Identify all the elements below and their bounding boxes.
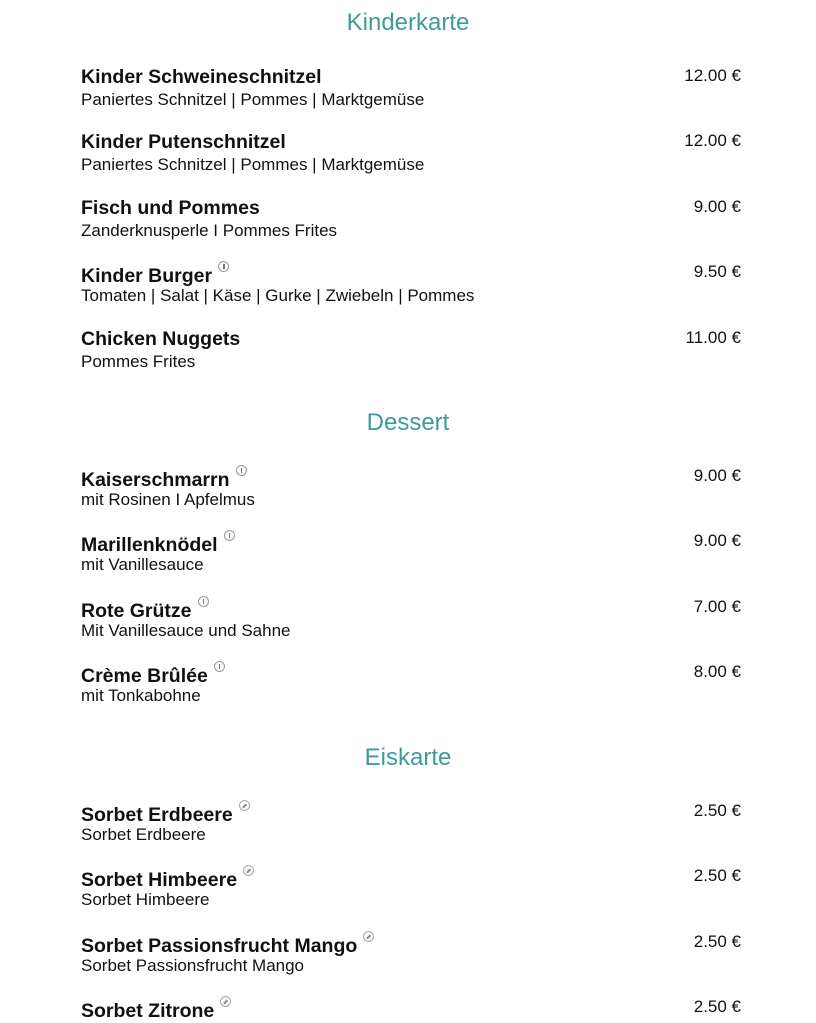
- item-name: Kinder Burger: [81, 261, 229, 288]
- item-name: Rote Grütze: [81, 596, 209, 623]
- item-name: Chicken Nuggets: [81, 328, 241, 350]
- leaf-icon[interactable]: [243, 865, 254, 876]
- item-description: mit Tonkabohne: [81, 686, 201, 705]
- menu-item: [81, 661, 741, 711]
- info-icon[interactable]: [214, 661, 225, 672]
- item-price: 2.50 €: [693, 997, 741, 1016]
- menu-item: [81, 530, 741, 580]
- item-price: 12.00 €: [684, 131, 741, 150]
- section-title-kinderkarte: Kinderkarte: [346, 9, 470, 36]
- item-description: Tomaten | Salat | Käse | Gurke | Zwiebeln | Pommes: [81, 286, 475, 305]
- item-description: Paniertes Schnitzel | Pommes | Marktgemüse: [81, 155, 425, 174]
- menu-item: [81, 996, 741, 1020]
- item-name: Sorbet Himbeere: [81, 865, 254, 892]
- item-name: Fisch und Pommes: [81, 197, 260, 219]
- menu-item: [81, 931, 741, 981]
- item-name: Sorbet Erdbeere: [81, 800, 250, 827]
- item-description: Pommes Frites: [81, 352, 196, 371]
- menu-item: [81, 261, 741, 311]
- item-name: Kinder Schweineschnitzel: [81, 66, 322, 88]
- item-price: 2.50 €: [693, 801, 741, 820]
- item-price: 9.00 €: [693, 531, 741, 550]
- info-icon[interactable]: [198, 596, 209, 607]
- leaf-icon[interactable]: [239, 800, 250, 811]
- item-description: Sorbet Erdbeere: [81, 825, 206, 844]
- item-description: Sorbet Passionsfrucht Mango: [81, 956, 305, 975]
- item-price: 8.00 €: [693, 662, 741, 681]
- item-price: 9.50 €: [693, 262, 741, 281]
- leaf-icon[interactable]: [363, 931, 374, 942]
- item-description: Mit Vanillesauce und Sahne: [81, 621, 291, 640]
- section-title-eiskarte: Eiskarte: [364, 744, 452, 771]
- menu-item: [81, 465, 741, 515]
- menu-item: [81, 65, 741, 115]
- item-price: 9.00 €: [693, 466, 741, 485]
- item-price: 9.00 €: [693, 197, 741, 216]
- menu-item: [81, 196, 741, 246]
- item-price: 7.00 €: [693, 597, 741, 616]
- item-name: Marillenknödel: [81, 530, 235, 557]
- menu-item: [81, 327, 741, 377]
- item-name: Kinder Putenschnitzel: [81, 131, 286, 153]
- item-price: 2.50 €: [693, 932, 741, 951]
- menu-item: [81, 130, 741, 180]
- item-price: 2.50 €: [693, 866, 741, 885]
- menu-item: [81, 800, 741, 850]
- item-description: mit Vanillesauce: [81, 555, 204, 574]
- item-name: Sorbet Zitrone: [81, 996, 231, 1023]
- item-name: Kaiserschmarrn: [81, 465, 247, 492]
- item-name: Sorbet Passionsfrucht Mango: [81, 931, 374, 958]
- item-price: 12.00 €: [684, 66, 741, 85]
- item-description: mit Rosinen I Apfelmus: [81, 490, 255, 509]
- menu-item: [81, 596, 741, 646]
- item-description: Paniertes Schnitzel | Pommes | Marktgemüse: [81, 90, 425, 109]
- item-description: Zanderknusperle I Pommes Frites: [81, 221, 338, 240]
- info-icon[interactable]: [218, 261, 229, 272]
- section-title-dessert: Dessert: [366, 409, 450, 436]
- item-name: Crème Brûlée: [81, 661, 225, 688]
- leaf-icon[interactable]: [220, 996, 231, 1007]
- info-icon[interactable]: [224, 530, 235, 541]
- menu-item: [81, 865, 741, 915]
- item-price: 11.00 €: [685, 328, 741, 347]
- info-icon[interactable]: [236, 465, 247, 476]
- item-description: Sorbet Himbeere: [81, 890, 210, 909]
